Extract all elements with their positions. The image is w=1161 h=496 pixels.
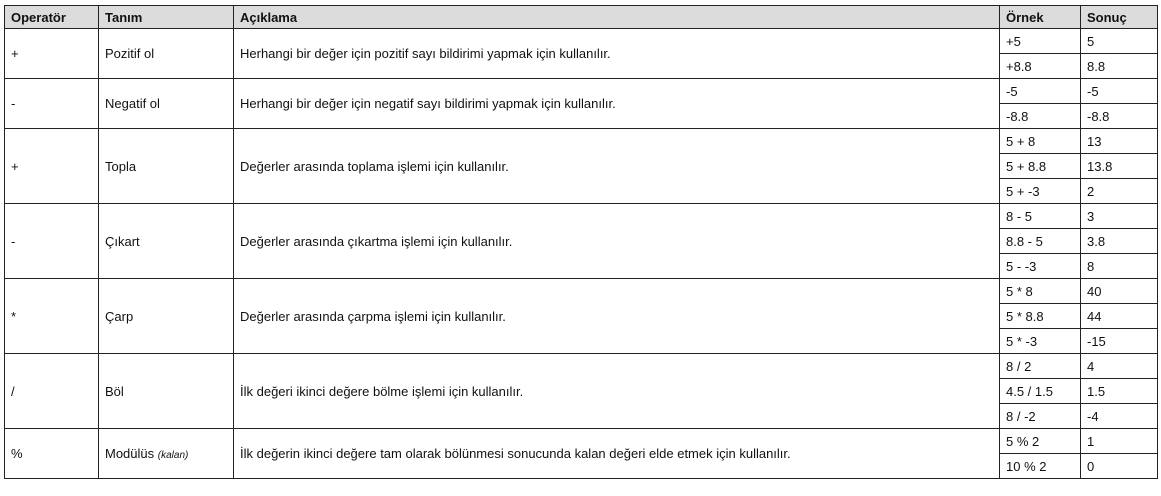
tanim-label: Negatif ol xyxy=(105,96,160,111)
sonuc-cell: 44 xyxy=(1081,304,1158,329)
ornek-cell: 5 * 8.8 xyxy=(1000,304,1081,329)
tanim-label: Çarp xyxy=(105,308,134,324)
aciklama-cell: İlk değerin ikinci değere tam olarak bölünmesi sonucunda kalan değeri elde etmek için kullanılır. xyxy=(234,429,1000,479)
sonuc-cell: -15 xyxy=(1081,329,1158,354)
ornek-cell: 8 - 5 xyxy=(1000,204,1081,229)
ornek-cell: 8 / 2 xyxy=(1000,354,1081,379)
ornek-cell: 5 * 8 xyxy=(1000,279,1081,304)
sonuc-cell: 4 xyxy=(1081,354,1158,379)
aciklama-cell: Herhangi bir değer için negatif sayı bildirimi yapmak için kullanılır. xyxy=(234,79,1000,129)
operator-cell: % xyxy=(5,429,99,479)
sonuc-cell: -5 xyxy=(1081,79,1158,104)
tanim-label: Modülüs xyxy=(105,446,155,461)
header-aciklama: Açıklama xyxy=(234,6,1000,29)
header-row xyxy=(5,6,1158,29)
operator-cell: + xyxy=(5,129,99,204)
ornek-cell: +8.8 xyxy=(1000,54,1081,79)
table-row xyxy=(5,29,1158,54)
sonuc-cell: 2 xyxy=(1081,179,1158,204)
ornek-cell: 4.5 / 1.5 xyxy=(1000,379,1081,404)
ornek-cell: 5 * -3 xyxy=(1000,329,1081,354)
ornek-cell: 5 + 8 xyxy=(1000,129,1081,154)
operator-cell: + xyxy=(5,29,99,79)
sonuc-cell: 13 xyxy=(1081,129,1158,154)
sonuc-cell: 13.8 xyxy=(1081,154,1158,179)
tanim-label: Topla xyxy=(105,158,137,174)
tanim-label: Çıkart xyxy=(105,233,140,249)
ornek-cell: 8 / -2 xyxy=(1000,404,1081,429)
operator-cell: * xyxy=(5,279,99,354)
ornek-cell: 8.8 - 5 xyxy=(1000,229,1081,254)
aciklama-cell: Değerler arasında çıkartma işlemi için kullanılır. xyxy=(234,204,1000,279)
table-row xyxy=(5,79,1158,104)
tanim-cell xyxy=(99,279,234,354)
header-sonuc: Sonuç xyxy=(1081,6,1158,29)
sonuc-cell: 40 xyxy=(1081,279,1158,304)
aciklama-cell: Değerler arasında toplama işlemi için kullanılır. xyxy=(234,129,1000,204)
sonuc-cell: 3.8 xyxy=(1081,229,1158,254)
tanim-cell xyxy=(99,204,234,279)
sonuc-cell: 5 xyxy=(1081,29,1158,54)
table-row xyxy=(5,129,1158,154)
tanim-cell xyxy=(99,354,234,429)
operator-cell: - xyxy=(5,79,99,129)
tanim-label: Böl xyxy=(105,383,124,399)
table-body xyxy=(5,29,1158,479)
ornek-cell: 5 - -3 xyxy=(1000,254,1081,279)
table-row xyxy=(5,204,1158,229)
ornek-cell: +5 xyxy=(1000,29,1081,54)
operator-cell: - xyxy=(5,204,99,279)
table-row xyxy=(5,354,1158,379)
ornek-cell: 5 + -3 xyxy=(1000,179,1081,204)
ornek-cell: 10 % 2 xyxy=(1000,454,1081,479)
ornek-cell: -5 xyxy=(1000,79,1081,104)
tanim-label: Pozitif ol xyxy=(105,46,155,61)
sonuc-cell: 8.8 xyxy=(1081,54,1158,79)
header-operator: Operatör xyxy=(5,6,99,29)
sonuc-cell: 8 xyxy=(1081,254,1158,279)
ornek-cell: 5 % 2 xyxy=(1000,429,1081,454)
header-tanim: Tanım xyxy=(99,6,234,29)
sonuc-cell: 0 xyxy=(1081,454,1158,479)
ornek-cell: -8.8 xyxy=(1000,104,1081,129)
aciklama-cell: Herhangi bir değer için pozitif sayı bildirimi yapmak için kullanılır. xyxy=(234,29,1000,79)
ornek-cell: 5 + 8.8 xyxy=(1000,154,1081,179)
aciklama-cell: Değerler arasında çarpma işlemi için kullanılır. xyxy=(234,279,1000,354)
tanim-cell xyxy=(99,29,234,79)
operators-table xyxy=(4,5,1158,479)
tanim-cell xyxy=(99,79,234,129)
sonuc-cell: -8.8 xyxy=(1081,104,1158,129)
sonuc-cell: -4 xyxy=(1081,404,1158,429)
operator-cell: / xyxy=(5,354,99,429)
tanim-note: (kalan) xyxy=(157,450,189,461)
sonuc-cell: 1.5 xyxy=(1081,379,1158,404)
sonuc-cell: 3 xyxy=(1081,204,1158,229)
table-row xyxy=(5,429,1158,454)
sonuc-cell: 1 xyxy=(1081,429,1158,454)
header-ornek: Örnek xyxy=(1000,6,1081,29)
table-row xyxy=(5,279,1158,304)
tanim-cell xyxy=(99,429,234,479)
tanim-cell xyxy=(99,129,234,204)
aciklama-cell: İlk değeri ikinci değere bölme işlemi için kullanılır. xyxy=(234,354,1000,429)
